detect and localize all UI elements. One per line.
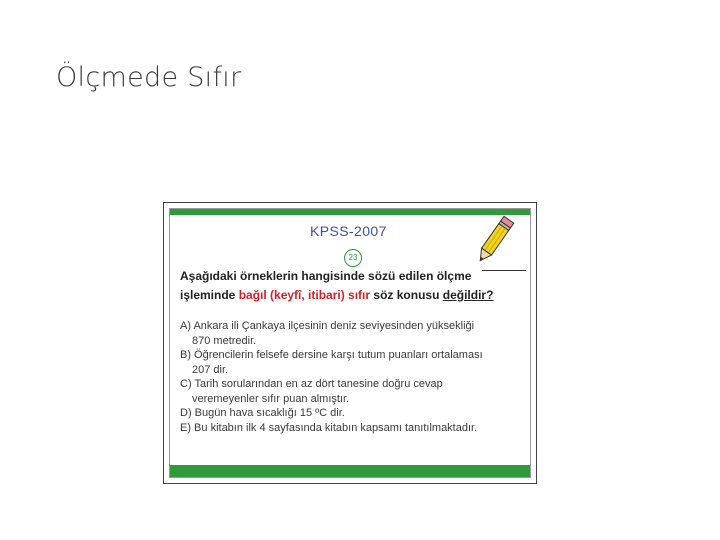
stem-line-1: Aşağıdaki örneklerin hangisinde sözü edilen ölçme: [180, 269, 472, 283]
option-b-cont: 207 dir.: [192, 363, 229, 376]
stem-line-2-mid: söz konusu: [370, 288, 443, 302]
question-frame: [169, 208, 531, 478]
green-bottom-band: [170, 465, 530, 477]
option-b: B) Öğrencilerin felsefe dersine karşı tutum puanları ortalaması: [180, 349, 483, 361]
stem-line-2-pre: işleminde: [180, 288, 239, 302]
question-number-badge: 23: [344, 249, 362, 267]
answer-options: [180, 319, 530, 435]
question-image: [163, 202, 537, 484]
option-a-cont: 870 metredir.: [192, 334, 257, 347]
option-a: A) Ankara ili Çankaya ilçesinin deniz seviyesinden yüksekliği: [180, 320, 475, 332]
exam-label: KPSS-2007: [310, 223, 387, 239]
slide-title: Ölçmede Sıfır: [56, 62, 242, 93]
option-d: D) Bugün hava sıcaklığı 15 ºC dir.: [180, 407, 345, 419]
pencil-icon: [470, 213, 518, 269]
option-c-cont: veremeyenler sıfır puan almıştır.: [192, 392, 350, 405]
option-c: C) Tarih sorularından en az dört tanesine doğru cevap: [180, 378, 443, 390]
question-stem: [180, 267, 520, 305]
stem-highlight: bağıl (keyfî, itibari) sıfır: [238, 288, 371, 302]
option-e: E) Bu kitabın ilk 4 sayfasında kitabın kapsamı tanıtılmaktadır.: [180, 421, 478, 434]
stem-negation: değildir?: [442, 288, 494, 302]
